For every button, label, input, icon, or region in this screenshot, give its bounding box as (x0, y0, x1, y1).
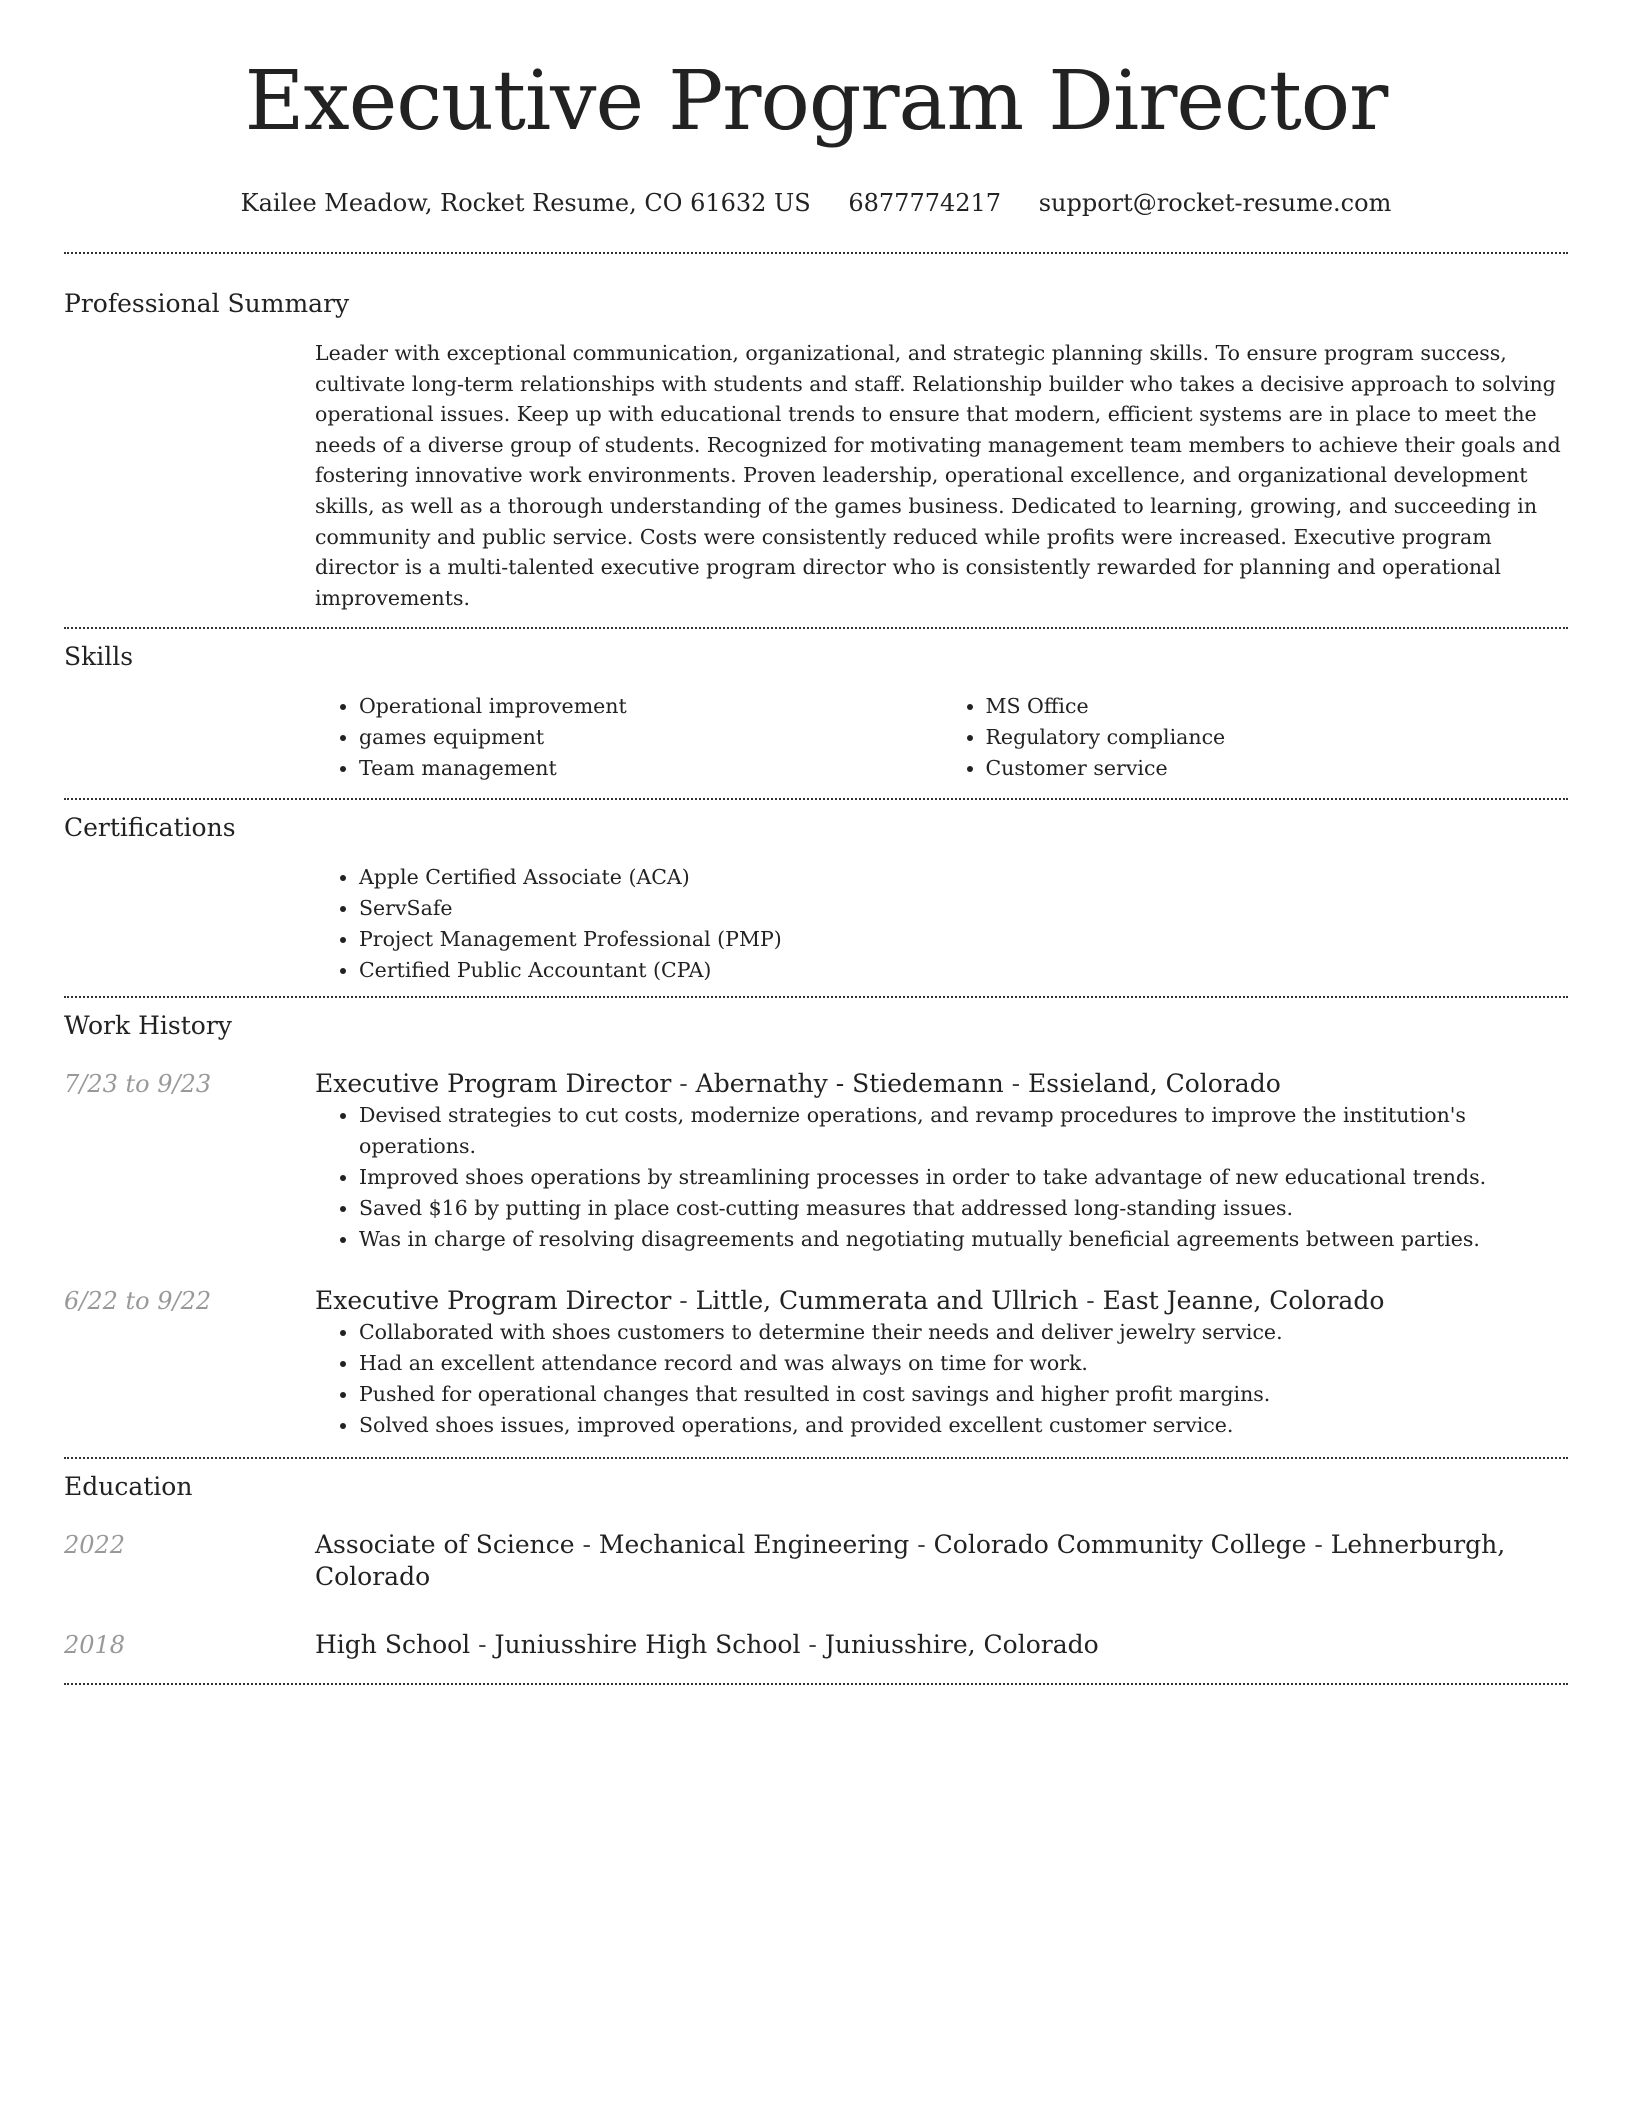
skill-item: • Operational improvement (359, 691, 942, 722)
job-separator: - (1078, 1286, 1103, 1316)
skills-list-right (942, 691, 1569, 784)
skills-heading: Skills (64, 642, 134, 672)
work-section (64, 998, 1568, 1457)
job-bullets (315, 1317, 1568, 1441)
job-dates: 7/23 to 9/23 (64, 1070, 212, 1099)
section-divider (64, 1683, 1568, 1685)
job-title (315, 1285, 1568, 1317)
certifications-body (315, 844, 1568, 996)
education-separator: - (470, 1630, 495, 1660)
education-separator: - (800, 1630, 825, 1660)
job-bullet: • Pushed for operational changes that resulted in cost savings and higher profit margins. (359, 1379, 1568, 1410)
job-role: Executive Program Director (315, 1286, 672, 1316)
education-school: Juniusshire High School (494, 1630, 801, 1660)
education-separator: - (909, 1530, 934, 1560)
job-bullet: • Devised strategies to cut costs, modernize operations, and revamp procedures to improve the institution's operations. (359, 1100, 1568, 1162)
summary-heading: Professional Summary (64, 289, 350, 318)
contact-phone: 6877774217 (848, 189, 1002, 217)
job-bullet: • Solved shoes issues, improved operations, and provided excellent customer service. (359, 1410, 1568, 1441)
contact-line (64, 188, 1568, 218)
skill-item: • games equipment (359, 722, 942, 753)
education-degree: Associate of Science (315, 1530, 575, 1560)
job-company: Little, Cummerata and Ullrich (695, 1286, 1079, 1316)
job-bullet: • Saved $16 by putting in place cost-cutting measures that addressed long-standing issues. (359, 1193, 1568, 1224)
job-title (315, 1068, 1568, 1100)
certification-item: • ServSafe (359, 893, 1568, 924)
certification-item: • Project Management Professional (PMP) (359, 924, 1568, 955)
job-entry (64, 1285, 1568, 1457)
education-title (315, 1529, 1568, 1593)
job-bullet: • Had an excellent attendance record and was always on time for work. (359, 1348, 1568, 1379)
certification-item: • Apple Certified Associate (ACA) (359, 862, 1568, 893)
job-separator: - (671, 1286, 696, 1316)
education-degree: High School (315, 1630, 471, 1660)
certifications-heading: Certifications (64, 813, 236, 843)
job-dates: 6/22 to 9/22 (64, 1287, 212, 1316)
job-bullets (315, 1100, 1568, 1255)
job-location: Essieland, Colorado (1028, 1069, 1281, 1099)
skill-item: • Team management (359, 753, 942, 784)
job-separator: - (671, 1069, 696, 1099)
skill-item: • MS Office (986, 691, 1569, 722)
contact-email: support@rocket-resume.com (1038, 189, 1392, 217)
job-bullet: • Was in charge of resolving disagreements and negotiating mutually beneficial agreements between parties. (359, 1224, 1568, 1255)
education-section (64, 1459, 1568, 1683)
resume-name: Executive Program Director (244, 54, 1388, 149)
summary-text: Leader with exceptional communication, organizational, and strategic planning skills. To ensure program success, cultivate long-term relationships with students and staff. Relationship builder who takes a decisive approach to solving operational issues. Keep up with educational trends to ensure that modern, efficient systems are in place to meet the needs of a diverse group of students. Recognized for motivating management team members to achieve their goals and fostering innovative work environments. Proven leadership, operational excellence, and organizational development skills, as well as a thorough understanding of the games business. Dedicated to learning, growing, and succeeding in community and public service. Costs were consistently reduced while profits were increased. Executive program director is a multi-talented executive program director who is consistently rewarded for planning and operational improvements. (315, 341, 1561, 610)
education-title (315, 1629, 1568, 1661)
job-bullet: • Improved shoes operations by streamlining processes in order to take advantage of new educational trends. (359, 1162, 1568, 1193)
education-location: Lehnerburgh, Colorado (315, 1530, 1506, 1592)
education-separator: - (574, 1530, 599, 1560)
skills-section (64, 629, 1568, 798)
summary-section (64, 254, 1568, 627)
education-field: Mechanical Engineering (598, 1530, 910, 1560)
job-separator: - (1003, 1069, 1029, 1099)
education-heading: Education (64, 1472, 193, 1502)
resume-page (64, 0, 1568, 1685)
skills-columns (315, 673, 1568, 798)
skill-item: • Customer service (986, 753, 1569, 784)
education-school: Colorado Community College (933, 1530, 1307, 1560)
education-location: Juniusshire, Colorado (824, 1630, 1099, 1660)
certifications-list (315, 862, 1568, 986)
education-year: 2018 (64, 1631, 126, 1660)
education-entry (64, 1629, 1568, 1661)
skill-item: • Regulatory compliance (986, 722, 1569, 753)
education-entry (64, 1529, 1568, 1593)
certification-item: • Certified Public Accountant (CPA) (359, 955, 1568, 986)
skills-list-left (315, 691, 942, 784)
job-bullet: • Collaborated with shoes customers to determine their needs and deliver jewelry service. (359, 1317, 1568, 1348)
job-entry (64, 1068, 1568, 1255)
education-year: 2022 (64, 1531, 126, 1560)
job-location: East Jeanne, Colorado (1102, 1286, 1385, 1316)
education-separator: - (1306, 1530, 1331, 1560)
contact-address: Kailee Meadow, Rocket Resume, CO 61632 US (240, 189, 811, 217)
certifications-section (64, 800, 1568, 996)
work-heading: Work History (64, 1011, 232, 1041)
job-company: Abernathy - Stiedemann (695, 1069, 1004, 1099)
job-role: Executive Program Director (315, 1069, 672, 1099)
